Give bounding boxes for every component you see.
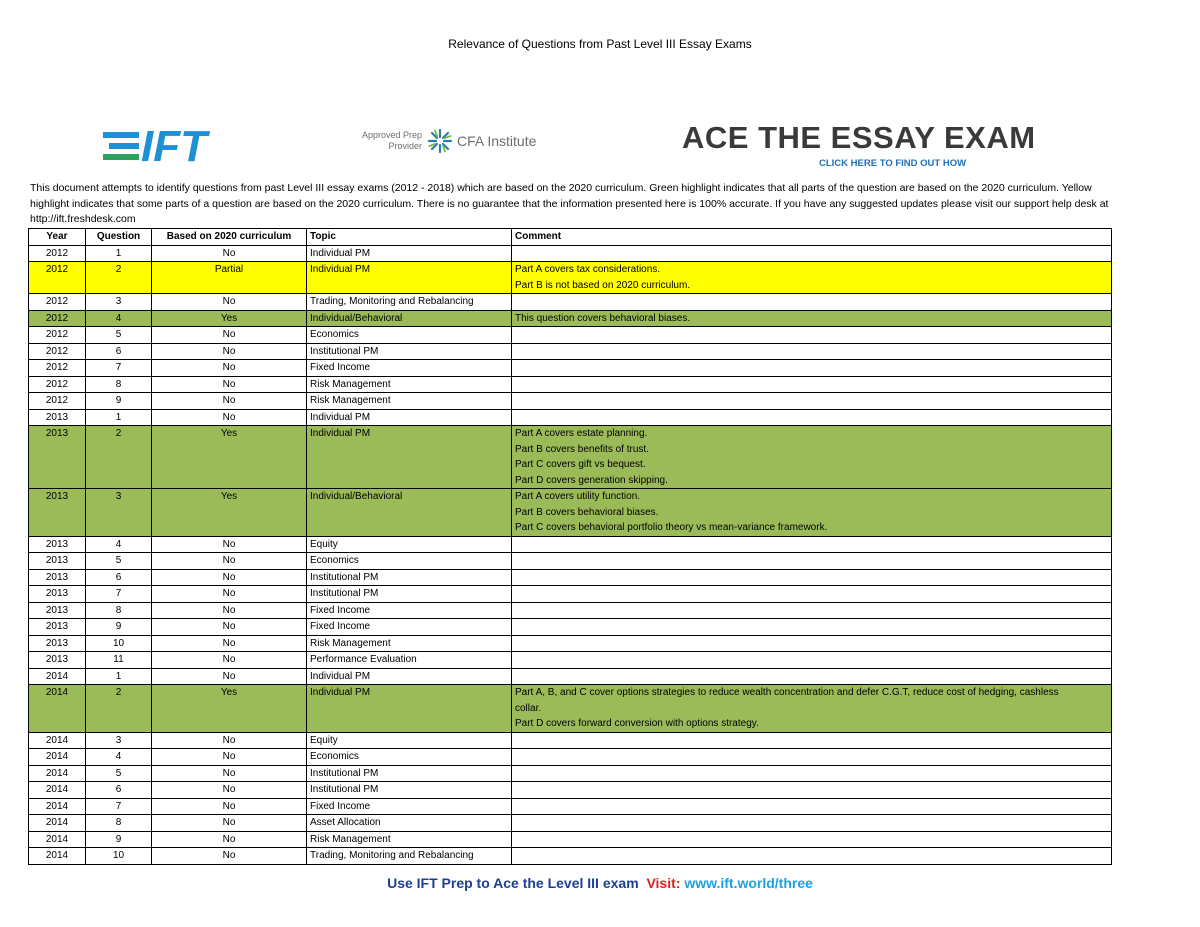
table-row <box>29 569 1112 586</box>
comment-cell <box>512 376 1112 393</box>
table-row <box>29 668 1112 685</box>
comment-line: Part B covers benefits of trust. <box>515 443 649 455</box>
year-cell: 2013 <box>29 586 86 603</box>
question-cell: 8 <box>86 602 152 619</box>
table-row <box>29 327 1112 344</box>
table-row <box>29 262 1112 294</box>
question-cell: 1 <box>86 245 152 262</box>
document-title: Relevance of Questions from Past Level III Essay Exams <box>448 37 752 51</box>
comment-cell <box>512 553 1112 570</box>
curriculum-cell: No <box>152 586 307 603</box>
topic-cell: Individual PM <box>307 685 512 733</box>
topic-cell: Risk Management <box>307 393 512 410</box>
comment-cell <box>512 310 1112 327</box>
year-cell: 2012 <box>29 360 86 377</box>
topic-cell: Individual PM <box>307 262 512 294</box>
ift-logo-text: IFT <box>141 124 207 164</box>
comment-cell <box>512 652 1112 669</box>
comment-cell <box>512 586 1112 603</box>
table-row <box>29 343 1112 360</box>
table-row <box>29 798 1112 815</box>
year-cell: 2014 <box>29 668 86 685</box>
year-cell: 2013 <box>29 569 86 586</box>
year-cell: 2012 <box>29 327 86 344</box>
question-cell: 1 <box>86 409 152 426</box>
comment-cell <box>512 409 1112 426</box>
topic-cell: Asset Allocation <box>307 815 512 832</box>
comment-cell <box>512 343 1112 360</box>
curriculum-cell: No <box>152 343 307 360</box>
curriculum-cell: No <box>152 749 307 766</box>
topic-cell: Individual PM <box>307 668 512 685</box>
table-row <box>29 294 1112 311</box>
table-row <box>29 815 1112 832</box>
comment-cell <box>512 294 1112 311</box>
comment-cell <box>512 668 1112 685</box>
curriculum-cell: No <box>152 668 307 685</box>
table-row <box>29 619 1112 636</box>
year-cell: 2013 <box>29 635 86 652</box>
footer-visit-label: Visit: <box>646 875 681 891</box>
question-cell: 11 <box>86 652 152 669</box>
year-cell: 2014 <box>29 732 86 749</box>
topic-cell: Risk Management <box>307 376 512 393</box>
cfa-institute-name: CFA Institute <box>457 133 537 149</box>
topic-cell: Equity <box>307 536 512 553</box>
comment-line: Part C covers behavioral portfolio theory vs mean-variance framework. <box>515 522 828 533</box>
table-header-row <box>29 229 1112 246</box>
table-row <box>29 635 1112 652</box>
question-cell: 3 <box>86 294 152 311</box>
header-year: Year <box>29 229 86 246</box>
ift-logo[interactable] <box>103 124 255 164</box>
curriculum-cell: Yes <box>152 426 307 489</box>
curriculum-cell: No <box>152 815 307 832</box>
comment-cell <box>512 327 1112 344</box>
comment-cell <box>512 360 1112 377</box>
table-row <box>29 749 1112 766</box>
year-cell: 2012 <box>29 393 86 410</box>
comment-cell <box>512 262 1112 294</box>
comment-cell <box>512 798 1112 815</box>
year-cell: 2014 <box>29 848 86 865</box>
comment-line: This question covers behavioral biases. <box>515 312 691 324</box>
header-comment: Comment <box>512 229 1112 246</box>
topic-cell: Institutional PM <box>307 765 512 782</box>
topic-cell: Institutional PM <box>307 782 512 799</box>
year-cell: 2014 <box>29 782 86 799</box>
topic-cell: Individual PM <box>307 245 512 262</box>
curriculum-cell: Yes <box>152 489 307 537</box>
comment-cell <box>512 393 1112 410</box>
comment-line: Part A covers estate planning. <box>515 428 648 439</box>
table-row <box>29 536 1112 553</box>
topic-cell: Economics <box>307 553 512 570</box>
table-row <box>29 360 1112 377</box>
year-cell: 2012 <box>29 310 86 327</box>
question-cell: 4 <box>86 749 152 766</box>
year-cell: 2013 <box>29 553 86 570</box>
curriculum-cell: No <box>152 536 307 553</box>
question-cell: 2 <box>86 262 152 294</box>
year-cell: 2013 <box>29 409 86 426</box>
table-row <box>29 586 1112 603</box>
question-cell: 10 <box>86 848 152 865</box>
comment-line: Part D covers forward conversion with options strategy. <box>515 718 759 729</box>
table-row <box>29 652 1112 669</box>
year-cell: 2014 <box>29 685 86 733</box>
comment-cell <box>512 245 1112 262</box>
curriculum-cell: Yes <box>152 685 307 733</box>
year-cell: 2012 <box>29 294 86 311</box>
curriculum-cell: No <box>152 732 307 749</box>
question-cell: 2 <box>86 685 152 733</box>
cfa-institute-icon <box>427 128 453 154</box>
question-cell: 10 <box>86 635 152 652</box>
comment-line: Part B is not based on 2020 curriculum. <box>515 279 691 291</box>
footer-promo <box>0 875 1200 891</box>
question-cell: 4 <box>86 536 152 553</box>
table-row <box>29 553 1112 570</box>
year-cell: 2012 <box>29 376 86 393</box>
topic-cell: Performance Evaluation <box>307 652 512 669</box>
year-cell: 2014 <box>29 765 86 782</box>
topic-cell: Individual/Behavioral <box>307 489 512 537</box>
header-topic: Topic <box>307 229 512 246</box>
comment-cell <box>512 732 1112 749</box>
question-cell: 8 <box>86 815 152 832</box>
question-cell: 6 <box>86 782 152 799</box>
curriculum-cell: No <box>152 393 307 410</box>
topic-cell: Institutional PM <box>307 343 512 360</box>
comment-line: Part B covers behavioral biases. <box>515 506 659 518</box>
comment-line: Part A, B, and C cover options strategies to reduce wealth concentration and defer C.G.T, reduce cost of hedging, cashless <box>515 687 1059 698</box>
ace-essay-banner[interactable]: ACE THE ESSAY EXAM <box>682 120 1036 155</box>
cfa-approved-provider-logo <box>350 128 550 160</box>
year-cell: 2014 <box>29 831 86 848</box>
comment-cell <box>512 536 1112 553</box>
topic-cell: Risk Management <box>307 831 512 848</box>
table-row <box>29 765 1112 782</box>
table-row <box>29 409 1112 426</box>
table-row <box>29 602 1112 619</box>
curriculum-cell: No <box>152 782 307 799</box>
year-cell: 2014 <box>29 815 86 832</box>
year-cell: 2013 <box>29 489 86 537</box>
table-row <box>29 393 1112 410</box>
topic-cell: Trading, Monitoring and Rebalancing <box>307 294 512 311</box>
topic-cell: Fixed Income <box>307 619 512 636</box>
year-cell: 2012 <box>29 262 86 294</box>
table-row <box>29 489 1112 537</box>
table-row <box>29 245 1112 262</box>
comment-cell <box>512 782 1112 799</box>
curriculum-cell: No <box>152 765 307 782</box>
year-cell: 2014 <box>29 798 86 815</box>
curriculum-cell: No <box>152 798 307 815</box>
comment-line: Part A covers tax considerations. <box>515 264 661 275</box>
curriculum-cell: Partial <box>152 262 307 294</box>
curriculum-cell: No <box>152 635 307 652</box>
comment-cell <box>512 765 1112 782</box>
comment-cell <box>512 635 1112 652</box>
topic-cell: Individual PM <box>307 409 512 426</box>
question-cell: 9 <box>86 619 152 636</box>
comment-cell <box>512 685 1112 733</box>
comment-cell <box>512 749 1112 766</box>
comment-line: collar. <box>515 702 542 714</box>
year-cell: 2013 <box>29 652 86 669</box>
curriculum-cell: No <box>152 245 307 262</box>
topic-cell: Equity <box>307 732 512 749</box>
comment-cell <box>512 569 1112 586</box>
curriculum-cell: No <box>152 652 307 669</box>
question-cell: 5 <box>86 327 152 344</box>
header-question: Question <box>86 229 152 246</box>
question-cell: 6 <box>86 343 152 360</box>
topic-cell: Fixed Income <box>307 798 512 815</box>
question-cell: 6 <box>86 569 152 586</box>
question-cell: 3 <box>86 489 152 537</box>
year-cell: 2012 <box>29 343 86 360</box>
question-cell: 1 <box>86 668 152 685</box>
curriculum-cell: No <box>152 327 307 344</box>
question-cell: 3 <box>86 732 152 749</box>
question-cell: 8 <box>86 376 152 393</box>
table-row <box>29 426 1112 489</box>
question-cell: 9 <box>86 831 152 848</box>
curriculum-cell: No <box>152 619 307 636</box>
question-cell: 7 <box>86 798 152 815</box>
question-cell: 9 <box>86 393 152 410</box>
ace-essay-link[interactable]: CLICK HERE TO FIND OUT HOW <box>819 158 967 169</box>
table-row <box>29 376 1112 393</box>
curriculum-cell: No <box>152 360 307 377</box>
comment-cell <box>512 831 1112 848</box>
comment-cell <box>512 619 1112 636</box>
curriculum-cell: No <box>152 553 307 570</box>
year-cell: 2013 <box>29 426 86 489</box>
year-cell: 2013 <box>29 619 86 636</box>
curriculum-cell: No <box>152 376 307 393</box>
year-cell: 2013 <box>29 602 86 619</box>
table-row <box>29 685 1112 733</box>
curriculum-cell: No <box>152 569 307 586</box>
topic-cell: Trading, Monitoring and Rebalancing <box>307 848 512 865</box>
curriculum-cell: No <box>152 831 307 848</box>
intro-paragraph: This document attempts to identify questions from past Level III essay exams (2012 - 2018) which are based on the 2020 curriculum. Green highlight indicates that all parts of the question are based on the 2020 curriculum. Yellow highlight indicates that some parts of a question are based on the 2020 curriculum. There is no guarantee that the information presented here is 100% accurate. If you have any suggested updates please visit our support help desk at http://ift.freshdesk.com <box>30 182 1109 225</box>
topic-cell: Individual PM <box>307 426 512 489</box>
table-row <box>29 732 1112 749</box>
topic-cell: Fixed Income <box>307 602 512 619</box>
curriculum-cell: No <box>152 409 307 426</box>
table-row <box>29 848 1112 865</box>
table-row <box>29 782 1112 799</box>
header-based-on-curriculum: Based on 2020 curriculum <box>152 229 307 246</box>
curriculum-cell: No <box>152 294 307 311</box>
topic-cell: Economics <box>307 327 512 344</box>
topic-cell: Institutional PM <box>307 569 512 586</box>
topic-cell: Fixed Income <box>307 360 512 377</box>
comment-line: Part D covers generation skipping. <box>515 474 668 486</box>
question-cell: 7 <box>86 360 152 377</box>
question-cell: 4 <box>86 310 152 327</box>
topic-cell: Economics <box>307 749 512 766</box>
comment-cell <box>512 426 1112 489</box>
comment-cell <box>512 602 1112 619</box>
year-cell: 2014 <box>29 749 86 766</box>
year-cell: 2012 <box>29 245 86 262</box>
comment-cell <box>512 489 1112 537</box>
cfa-approved-text: Approved Prep Provider <box>361 130 422 151</box>
curriculum-cell: Yes <box>152 310 307 327</box>
comment-cell <box>512 848 1112 865</box>
comment-cell <box>512 815 1112 832</box>
comment-line: Part A covers utility function. <box>515 491 641 502</box>
curriculum-cell: No <box>152 602 307 619</box>
table-row <box>29 831 1112 848</box>
year-cell: 2013 <box>29 536 86 553</box>
question-cell: 5 <box>86 553 152 570</box>
comment-line: Part C covers gift vs bequest. <box>515 459 646 470</box>
questions-table <box>28 228 1112 865</box>
question-cell: 2 <box>86 426 152 489</box>
topic-cell: Institutional PM <box>307 586 512 603</box>
question-cell: 7 <box>86 586 152 603</box>
topic-cell: Individual/Behavioral <box>307 310 512 327</box>
footer-text: Use IFT Prep to Ace the Level III exam <box>387 875 639 891</box>
table-row <box>29 310 1112 327</box>
question-cell: 5 <box>86 765 152 782</box>
topic-cell: Risk Management <box>307 635 512 652</box>
footer-link[interactable]: www.ift.world/three <box>684 875 813 891</box>
curriculum-cell: No <box>152 848 307 865</box>
